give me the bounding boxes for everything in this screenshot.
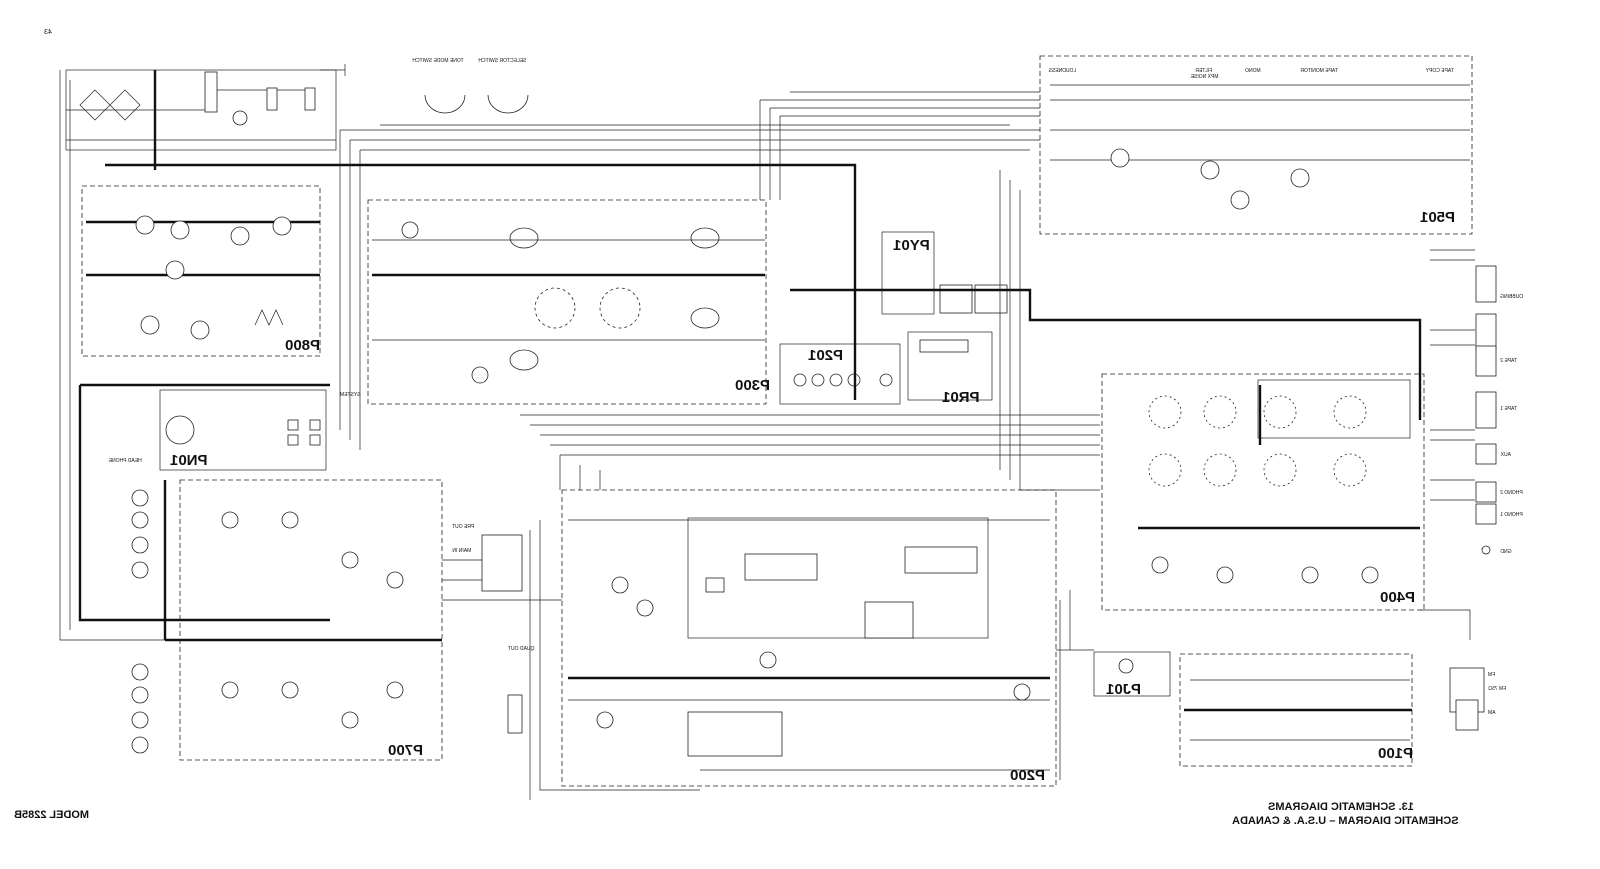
tape-copy-label: TAPE COPY (1425, 68, 1454, 74)
model-label: MODEL 2285B (14, 809, 90, 821)
dual-transistor (510, 350, 538, 370)
transistor (1111, 149, 1129, 167)
board-pn01-label: PN01 (170, 452, 208, 469)
tone-mode-switch-diagram (412, 58, 465, 113)
transistor (342, 552, 358, 568)
transistor (166, 261, 184, 279)
transistor (1302, 567, 1318, 583)
phono1-label: PHONO 1 (1500, 512, 1523, 518)
dubbing-label: DUBBING (1500, 294, 1523, 300)
transistor (760, 652, 776, 668)
lamp (830, 374, 842, 386)
selector-wafer (1264, 454, 1296, 486)
connector-strip (920, 340, 968, 352)
transistor (637, 600, 653, 616)
quad-out-label: QUAD OUT (508, 646, 535, 652)
head-phone-label: HEAD PHONE (108, 458, 142, 464)
transistor (282, 512, 298, 528)
dual-transistor (691, 228, 719, 248)
transistor (191, 321, 209, 339)
transistor (231, 227, 249, 245)
board-p201-label: P201 (808, 347, 844, 364)
transistor (472, 367, 488, 383)
selector-wafer (1334, 396, 1366, 428)
lamp (812, 374, 824, 386)
lamp (880, 374, 892, 386)
dual-transistor (691, 308, 719, 328)
selector-wafer (1204, 396, 1236, 428)
transistor (1231, 191, 1249, 209)
board-p501-label: P501 (1420, 209, 1456, 226)
dual-transistor (510, 228, 538, 248)
switch-contact (310, 420, 320, 430)
phono1-jack (1476, 504, 1496, 524)
board-py01-label: PY01 (893, 237, 930, 254)
board-p501 (1040, 56, 1472, 234)
selector-switch-label: SELECTOR SWITCH (478, 58, 527, 64)
board-py01 (882, 232, 1007, 314)
transistor (171, 221, 189, 239)
board-p201 (780, 344, 900, 404)
board-p400 (1102, 374, 1424, 610)
selector-wafer (1264, 396, 1296, 428)
title-block (14, 801, 1459, 827)
lamp (794, 374, 806, 386)
board-pn01 (108, 390, 361, 470)
board-p800-label: P800 (285, 337, 321, 354)
board-p301 (368, 200, 770, 404)
tape2-jack (1476, 346, 1496, 376)
filter-label: FILTER (1195, 68, 1213, 74)
gnd-label: GND (1500, 549, 1512, 555)
transistor (342, 712, 358, 728)
power-transformer (205, 72, 217, 112)
selector-wafer (1204, 454, 1236, 486)
speaker-terminal (132, 737, 148, 753)
phono2-jack (1476, 482, 1496, 502)
transistor (136, 216, 154, 234)
antenna-transformer (1456, 700, 1478, 730)
transistor (1119, 659, 1133, 673)
aux-label: AUX (1500, 452, 1511, 458)
transistor (1362, 567, 1378, 583)
board-p400-label: P400 (1380, 589, 1416, 606)
aux-jack (1476, 444, 1496, 464)
power-supply-section (66, 64, 345, 170)
board-p200 (562, 490, 1056, 786)
speaker-terminal (132, 490, 148, 506)
speaker-terminal (132, 664, 148, 680)
board-p100 (1180, 654, 1506, 766)
headphone-jack (166, 416, 194, 444)
page-number: 43 (44, 29, 52, 36)
transistor (387, 682, 403, 698)
antenna-fm75-label: FM 75Ω (1488, 686, 1507, 692)
rotary-switch (535, 288, 575, 328)
board-pj01-label: PJ01 (1106, 681, 1142, 698)
transistor (141, 316, 159, 334)
rectifier-bridge-1 (80, 90, 110, 120)
transistor (282, 682, 298, 698)
transistor (402, 222, 418, 238)
selector-switch-diagram (478, 58, 528, 113)
pre-out-label: PRE OUT (452, 524, 475, 530)
board-p700-label: P700 (388, 742, 424, 759)
fuse-2 (305, 88, 315, 110)
board-p301-label: P300 (735, 377, 771, 394)
ic-chip (745, 554, 817, 580)
transistor (222, 682, 238, 698)
speaker-terminal (132, 537, 148, 553)
transistor (597, 712, 613, 728)
antenna-fm-label: FM (1488, 672, 1496, 678)
transistor (1217, 567, 1233, 583)
speaker-terminal (132, 562, 148, 578)
fm-frontend (688, 712, 782, 756)
transistor (612, 577, 628, 593)
quad-out-connector (508, 695, 522, 733)
board-pj01 (1094, 652, 1170, 698)
selector-wafer (1149, 454, 1181, 486)
transistor (1291, 169, 1309, 187)
main-in-label: MAIN IN (452, 548, 472, 554)
power-plug (320, 64, 345, 76)
transistor (1152, 557, 1168, 573)
tape-monitor-label: TAPE MONITOR (1300, 68, 1338, 74)
antenna-am-label: AM (1488, 710, 1496, 716)
phono2-label: PHONO 2 (1500, 490, 1523, 496)
switch-contact (310, 435, 320, 445)
selector-wafer (1334, 454, 1366, 486)
board-pr01-label: PR01 (942, 389, 980, 406)
speaker-terminal (132, 687, 148, 703)
main-in-pre-out-jack (482, 535, 522, 591)
board-p800 (82, 186, 320, 356)
transistor (222, 512, 238, 528)
board-p200-label: P200 (1010, 767, 1046, 784)
tone-mode-switch-label: TONE MODE SWITCH (412, 58, 464, 64)
switch-contact (288, 435, 298, 445)
dubbing-jack-2 (1476, 314, 1496, 350)
rectifier-bridge-2 (110, 90, 140, 120)
board-pr01 (908, 332, 992, 406)
input-jack-panel (1476, 266, 1523, 555)
if-transformer (865, 602, 913, 638)
transistor (1014, 684, 1030, 700)
gnd-terminal (1482, 546, 1490, 554)
rotary-switch (600, 288, 640, 328)
transistor (1201, 161, 1219, 179)
schematic-title: 13. SCHEMATIC DIAGRAMS (1268, 801, 1414, 813)
ic-chip (905, 547, 977, 573)
mpx-noise-label: MPX NOISE (1190, 74, 1219, 80)
schematic-subtitle: SCHEMATIC DIAGRAM – U.S.A. & CANADA (1232, 815, 1459, 827)
wiring-harness (60, 70, 1475, 800)
switch-contact (288, 420, 298, 430)
speaker-terminal (132, 512, 148, 528)
board-p100-label: P100 (1378, 745, 1414, 762)
tape2-label: TAPE 2 (1500, 358, 1518, 364)
selector-wafer (1149, 396, 1181, 428)
mono-label: MONO (1245, 68, 1261, 74)
system-label: SYSTEM (340, 392, 361, 398)
fuse-1 (267, 88, 277, 110)
transistor (273, 217, 291, 235)
speaker-terminal (132, 712, 148, 728)
pilot-lamp (233, 111, 247, 125)
loudness-label: LOUDNESS (1048, 68, 1077, 74)
transistor (387, 572, 403, 588)
dubbing-jack (1476, 266, 1496, 302)
tape1-jack (1476, 392, 1496, 428)
coil (706, 578, 724, 592)
tape1-label: TAPE 1 (1500, 406, 1518, 412)
